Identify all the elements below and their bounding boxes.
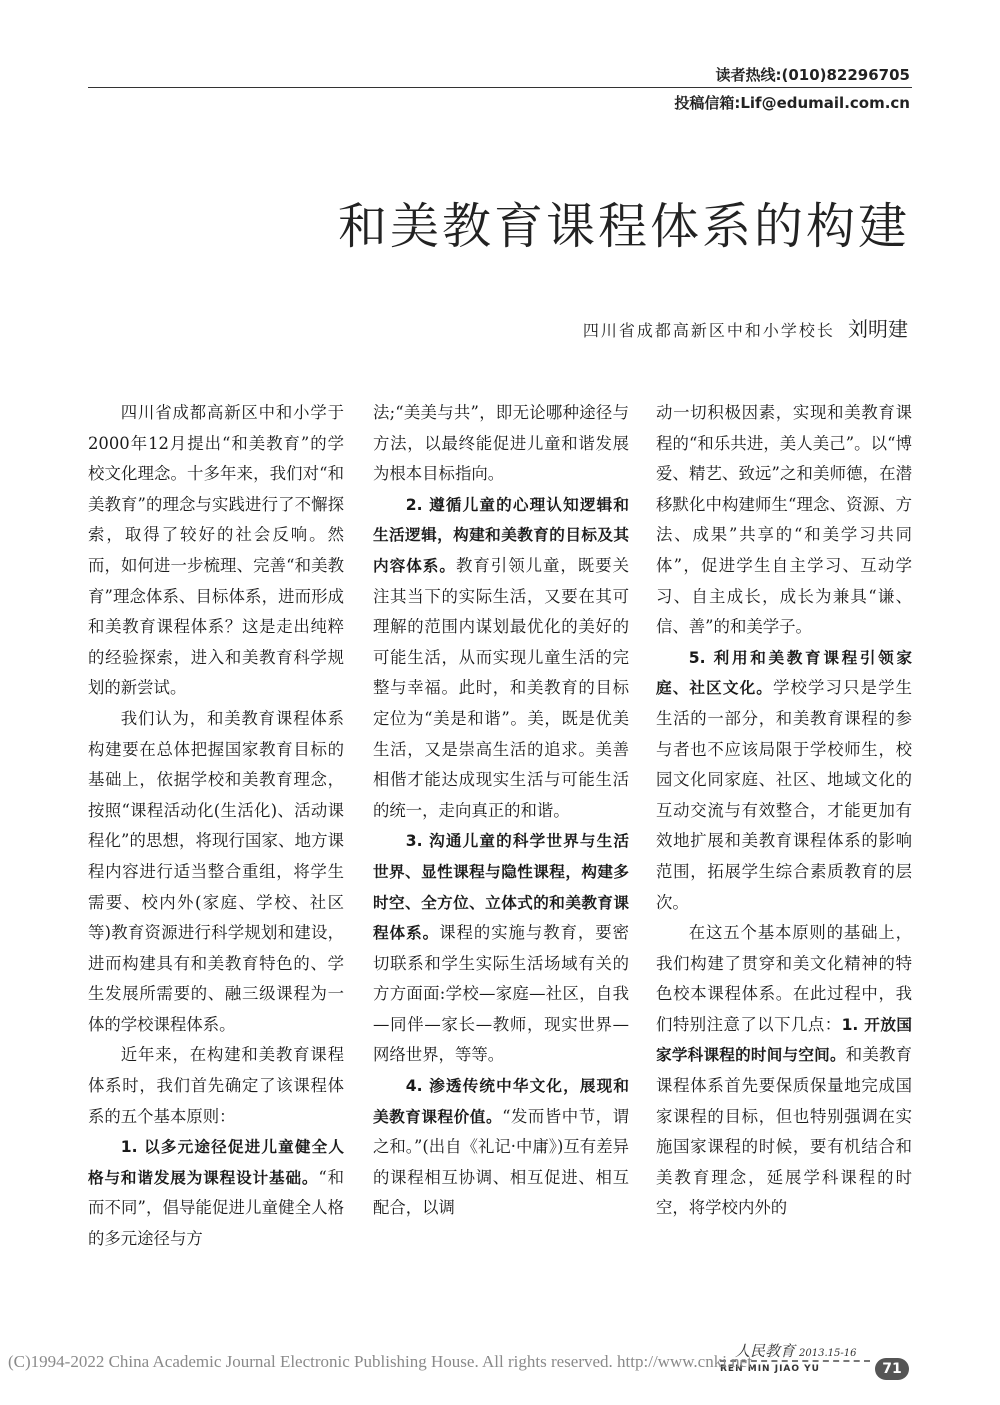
paragraph-text: 课程的实施与教育，要密切联系和学生实际生活场域有关的方方面面:学校—家庭—社区，自我—同伴—家长—教师，现实世界—网络世界，等等。 [373, 923, 629, 1065]
body-column-3 [656, 398, 912, 1224]
principle-heading: 1. 以多元途径促进儿童健全人格与和谐发展为课程设计基础。 [88, 1138, 344, 1187]
submission-email: 投稿信箱:Lif@edumail.com.cn [674, 94, 910, 112]
journal-name: 人民教育 [735, 1342, 796, 1360]
paragraph-text: “和而不同”，倡导能促进儿童健全人格的多元途径与方 [88, 1167, 344, 1249]
paragraph-text: 学校学习只是学生生活的一部分，和美教育课程的参与者也不应该局限于学校师生，校园文化同家庭、社区、地域文化的互动交流与有效整合，才能更加有效地扩展和美教育课程体系的影响范围，拓展学生综合素质教育的层次。 [656, 678, 912, 912]
paragraph: 我们认为，和美教育课程体系构建要在总体把握国家教育目标的基础上，依据学校和美教育理念，按照“课程活动化(生活化)、活动课程化”的思想，将现行国家、地方课程内容进行适当整合重组，将学生需要、校内外(家庭、学校、社区等)教育资源进行科学规划和建设，进而构建具有和美教育特色的、学生发展所需要的、融三级课程为一体的学校课程体系。 [88, 708, 344, 1034]
paragraph [88, 1132, 344, 1254]
author-name: 刘明建 [848, 317, 908, 341]
page-number: 71 [875, 1358, 909, 1380]
paragraph [656, 643, 912, 918]
journal-pinyin: REN MIN JIAO YU [720, 1364, 820, 1374]
body-column-1 [88, 398, 344, 1255]
paragraph: 四川省成都高新区中和小学于2000年12月提出“和美教育”的学校文化理念。十多年来，我们对“和美教育”的理念与实践进行了不懈探索，取得了较好的社会反响。然而，如何进一步梳理、完善“和美教育”理念体系、目标体系，进而形成和美教育课程体系？这是走出纯粹的经验探索，进入和美教育科学规划的新尝试。 [88, 403, 344, 698]
paragraph: 法;“美美与共”，即无论哪种途径与方法，以最终能促进儿童和谐发展为根本目标指向。 [373, 403, 629, 484]
paragraph: 动一切积极因素，实现和美教育课程的“和乐共进，美人美己”。以“博爱、精艺、致远”之和美师德，在潜移默化中构建师生“理念、资源、方法、成果”共享的“和美学习共同体”，促进学生自主学习、互动学习、自主成长，成长为兼具“谦、信、善”的和美学子。 [656, 403, 912, 637]
copyright-watermark: (C)1994-2022 China Academic Journal Electronic Publishing House. All rights reserved. http://www.cnki.net [8, 1352, 752, 1371]
author-affiliation: 四川省成都高新区中和小学校长 [582, 321, 835, 340]
journal-masthead [735, 1340, 856, 1361]
reader-hotline: 读者热线:(010)82296705 [715, 66, 910, 84]
paragraph [656, 918, 912, 1224]
body-column-2 [373, 398, 629, 1224]
paragraph-text: 在这五个基本原则的基础上，我们构建了贯穿和美文化精神的特色校本课程体系。在此过程中，我们特别注意了以下几点： [656, 923, 912, 1034]
paragraph-text: 和美教育课程体系首先要保质保量地完成国家课程的目标，但也特别强调在实施国家课程的时候，要有机结合和美教育理念，延展学科课程的时空，将学校内外的 [656, 1045, 912, 1218]
paragraph [373, 490, 629, 827]
paragraph [373, 826, 629, 1071]
principle-heading: 2. 遵循儿童的心理认知逻辑和生活逻辑，构建和美教育的目标及其内容体系。 [373, 495, 629, 575]
issue-date: 2013.15-16 [799, 1348, 857, 1359]
principle-heading: 5. 利用和美教育课程引领家庭、社区文化。 [656, 648, 912, 698]
article-title: 和美教育课程体系的构建 [337, 198, 910, 255]
paragraph [373, 1071, 629, 1224]
paragraph: 近年来，在构建和美教育课程体系时，我们首先确定了该课程体系的五个基本原则： [88, 1045, 344, 1126]
byline [583, 313, 908, 342]
paragraph-text: “发而皆中节，谓之和。”(出自《礼记·中庸》)互有差异的课程相互协调、相互促进、相互配合，以调 [373, 1106, 629, 1218]
point-heading: 1. 开放国家学科课程的时间与空间。 [656, 1015, 913, 1065]
header-rule [88, 87, 912, 88]
principle-heading: 4. 渗透传统中华文化，展现和美教育课程价值。 [373, 1077, 629, 1126]
principle-heading: 3. 沟通儿童的科学世界与生活世界、显性课程与隐性课程，构建多时空、全方位、立体式的和美教育课程体系。 [373, 832, 629, 943]
paragraph-text: 教育引领儿童，既要关注其当下的实际生活，又要在其可理解的范围内谋划最优化的美好的可能生活，从而实现儿童生活的完整与幸福。此时，和美教育的目标定位为“美是和谐”。美，既是优美生活，又是崇高生活的追求。美善相偕才能达成现实生活与可能生活的统一，走向真正的和谐。 [373, 555, 629, 820]
